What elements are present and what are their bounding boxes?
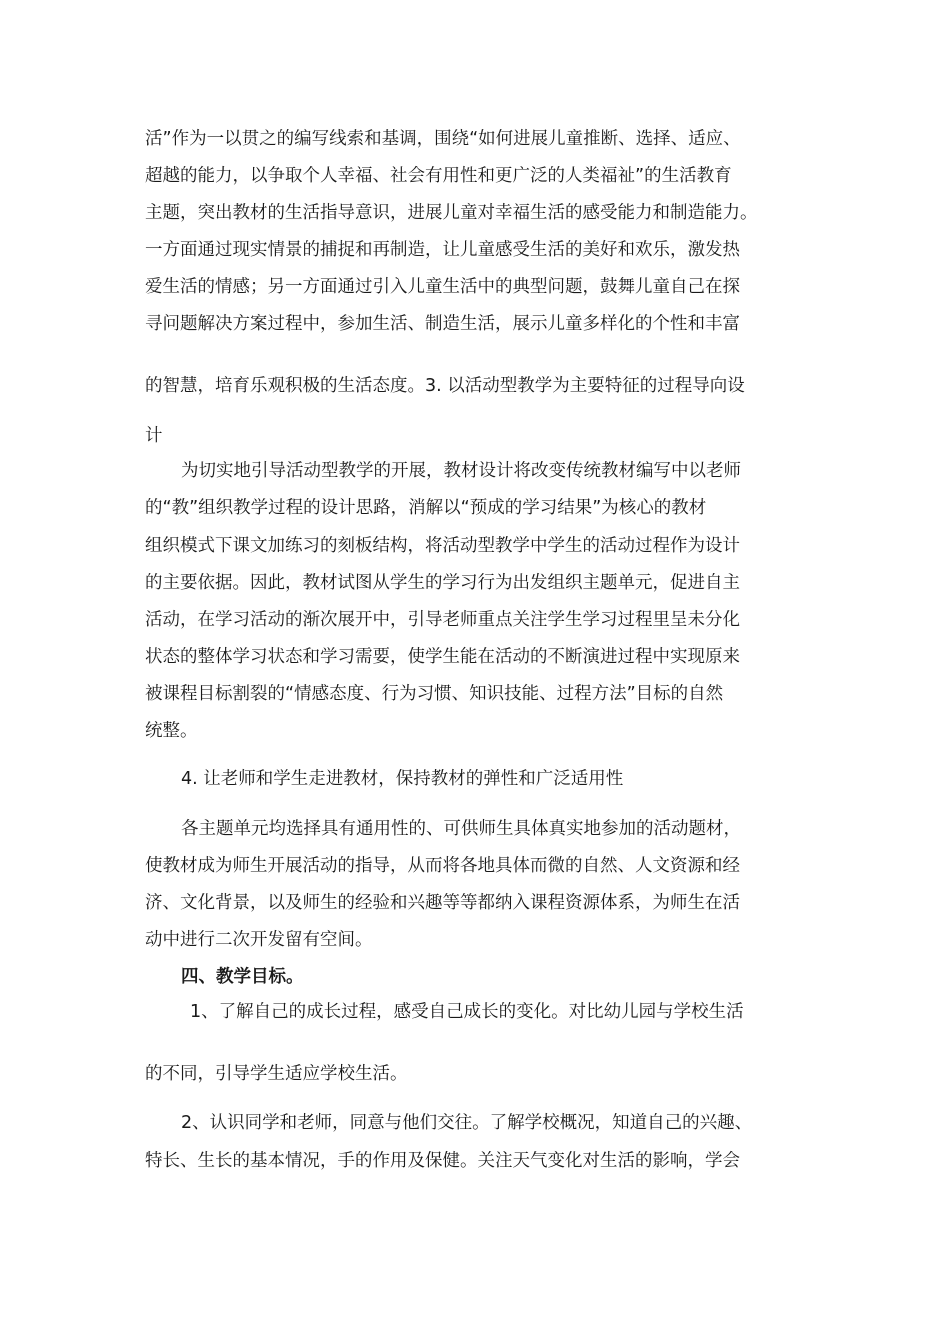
text-line: 济、文化背景，以及师生的经验和兴趣等等都纳入课程资源体系，为师生在活 — [145, 893, 740, 913]
text-line: 被课程目标割裂的“情感态度、行为习惯、知识技能、过程方法”目标的自然 — [145, 684, 724, 704]
text-line: 特长、生长的基本情况，手的作用及保健。关注天气变化对生活的影响，学会 — [145, 1151, 740, 1171]
text-line: 计 — [145, 426, 163, 446]
paragraph-start-line: 各主题单元均选择具有通用性的、可供师生具体真实地参加的活动题材， — [181, 819, 741, 839]
text-line: 活”作为一以贯之的编写线索和基调，围绕“如何进展儿童推断、选择、适应、 — [145, 129, 741, 149]
text-line: 状态的整体学习状态和学习需要，使学生能在活动的不断演进过程中实现原来 — [145, 647, 740, 667]
list-item-line: 2、认识同学和老师，同意与他们交往。了解学校概况，知道自己的兴趣、 — [181, 1113, 753, 1133]
text-line: 爱生活的情感；另一方面通过引入儿童生活中的典型问题，鼓舞儿童自己在探 — [145, 277, 740, 297]
text-line: 统整。 — [145, 721, 198, 741]
text-line: 的不同，引导学生适应学校生活。 — [145, 1064, 408, 1084]
text-line: 的主要依据。因此，教材试图从学生的学习行为出发组织主题单元，促进自主 — [145, 573, 740, 593]
section-heading: 四、教学目标。 — [181, 967, 304, 987]
text-line: 超越的能力，以争取个人幸福、社会有用性和更广泛的人类福祉”的生活教育 — [145, 166, 732, 186]
text-line: 活动，在学习活动的渐次展开中，引导老师重点关注学生学习过程里呈未分化 — [145, 610, 740, 630]
text-line: 一方面通过现实情景的捕捉和再制造，让儿童感受生活的美好和欢乐，激发热 — [145, 240, 740, 260]
paragraph-start-line: 为切实地引导活动型教学的开展，教材设计将改变传统教材编写中以老师 — [181, 461, 741, 481]
list-item-line: 1、了解自己的成长过程，感受自己成长的变化。对比幼儿园与学校生活 — [190, 1002, 744, 1022]
text-line: 使教材成为师生开展活动的指导，从而将各地具体而微的自然、人文资源和经 — [145, 856, 740, 876]
text-line: 动中进行二次开发留有空间。 — [145, 930, 373, 950]
text-line: 组织模式下课文加练习的刻板结构，将活动型教学中学生的活动过程作为设计 — [145, 536, 740, 556]
text-line: 的“教”组织教学过程的设计思路，消解以“预成的学习结果”为核心的教材 — [145, 498, 707, 518]
text-line: 的智慧，培育乐观积极的生活态度。3. 以活动型教学为主要特征的过程导向设 — [145, 376, 745, 396]
section-heading: 4. 让老师和学生走进教材，保持教材的弹性和广泛适用性 — [181, 769, 624, 789]
text-line: 寻问题解决方案过程中，参加生活、制造生活，展示儿童多样化的个性和丰富 — [145, 314, 740, 334]
text-line: 主题，突出教材的生活指导意识，进展儿童对幸福生活的感受能力和制造能力。 — [145, 203, 758, 223]
